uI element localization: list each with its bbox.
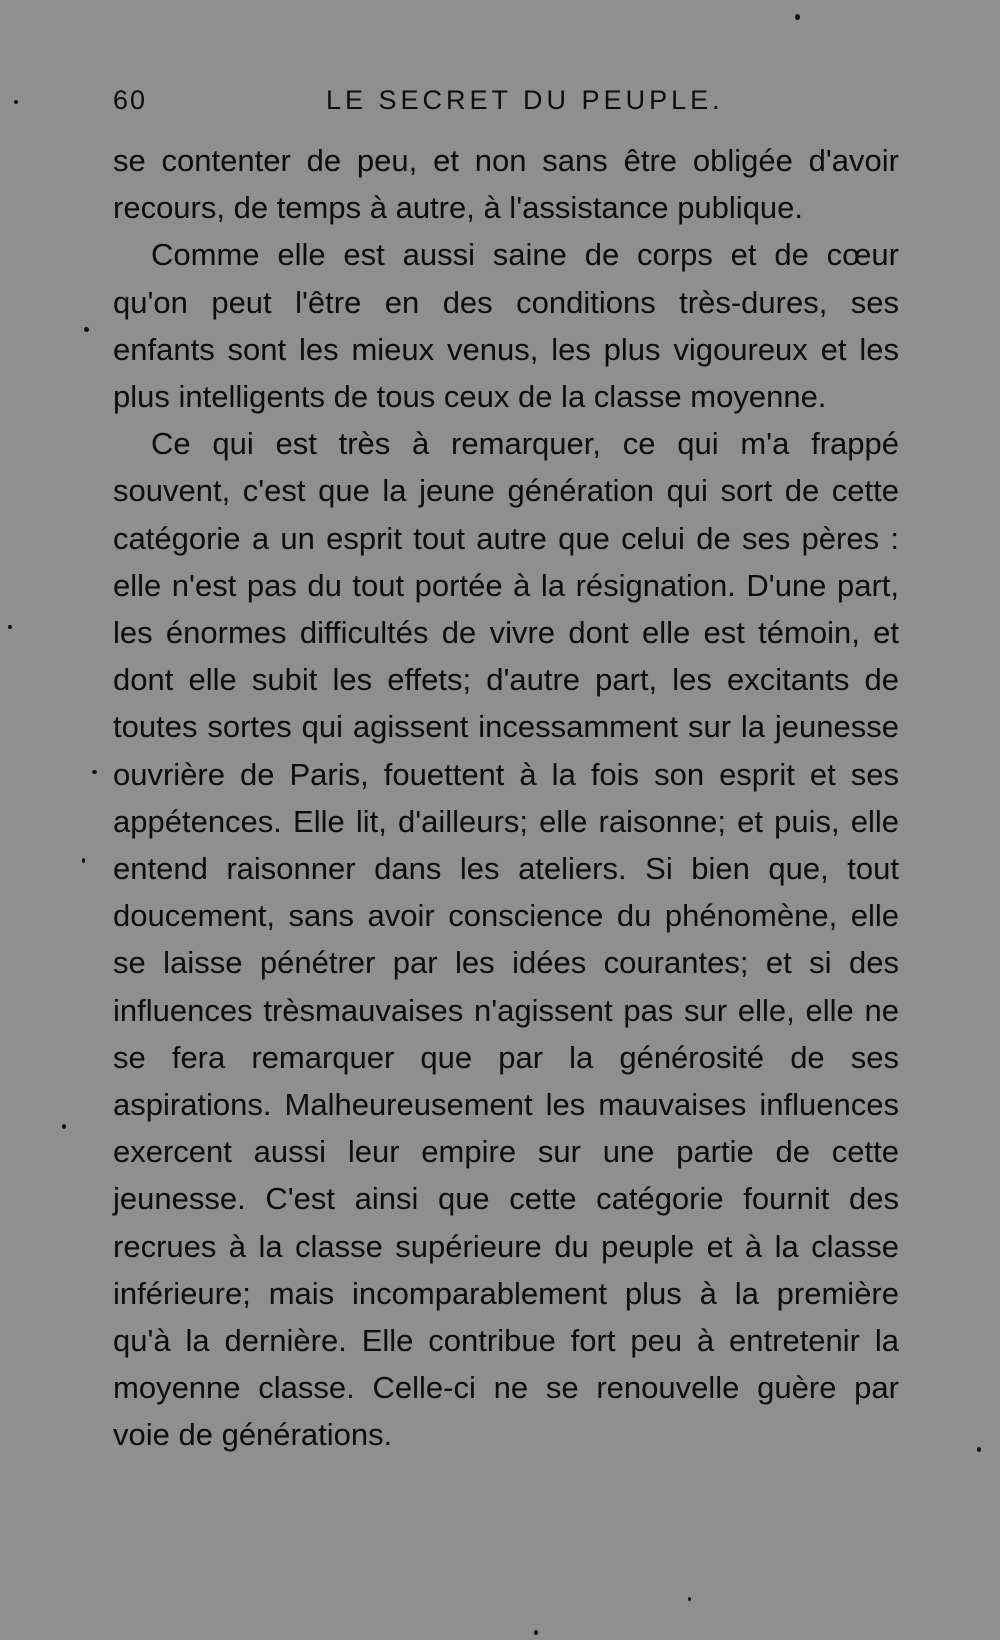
scan-speck: [977, 1447, 981, 1452]
scan-speck: [92, 770, 97, 774]
page-header: [113, 85, 893, 125]
scan-speck: [534, 1630, 538, 1635]
scan-speck: [62, 1124, 66, 1129]
body-text: [113, 137, 899, 1459]
scan-speck: [82, 858, 85, 863]
scan-speck: [688, 1597, 691, 1601]
running-title: LE SECRET DU PEUPLE.: [326, 85, 724, 115]
scan-speck: [14, 100, 18, 104]
paragraph: Comme elle est aussi saine de corps et de cœur qu'on peut l'être en des conditions très-dures, ses enfants sont les mieux venus, les plus vigoureux et les plus intelligents de tous ceux de la classe moyenne.: [113, 237, 899, 415]
page-number: 60: [113, 85, 148, 115]
paragraph-continued: se contenter de peu, et non sans être obligée d'avoir recours, de temps à autre, à l'assistance publique.: [113, 143, 899, 226]
paragraph: Ce qui est très à remarquer, ce qui m'a frappé souvent, c'est que la jeune génération qui sort de cette catégorie a un esprit tout autre que celui de ses pères : elle n'est pas du tout portée à la résignation. D'une part, les énormes difficultés de vivre dont elle est témoin, et dont elle subit les effets; d'autre part, les excitants de toutes sortes qui agissent incessamment sur la jeunesse ouvrière de Paris, fouettent à la fois son esprit et ses appétences. Elle lit, d'ailleurs; elle raisonne; et puis, elle entend raisonner dans les ateliers. Si bien que, tout doucement, sans avoir conscience du phénomène, elle se laisse pénétrer par les idées courantes; et si des influences trèsmauvaises n'agissent pas sur elle, elle ne se fera remarquer que par la générosité de ses aspirations. Malheureusement les mauvaises influences exercent aussi leur empire sur une partie de cette jeunesse. C'est ainsi que cette catégorie fournit des recrues à la classe supérieure du peuple et à la classe inférieure; mais incomparablement plus à la première qu'à la dernière. Elle contribue fort peu à entretenir la moyenne classe. Celle-ci ne se renouvelle guère par voie de générations.: [113, 426, 899, 1453]
scan-speck: [795, 14, 800, 20]
scan-speck: [84, 327, 89, 332]
scan-speck: [8, 625, 12, 629]
